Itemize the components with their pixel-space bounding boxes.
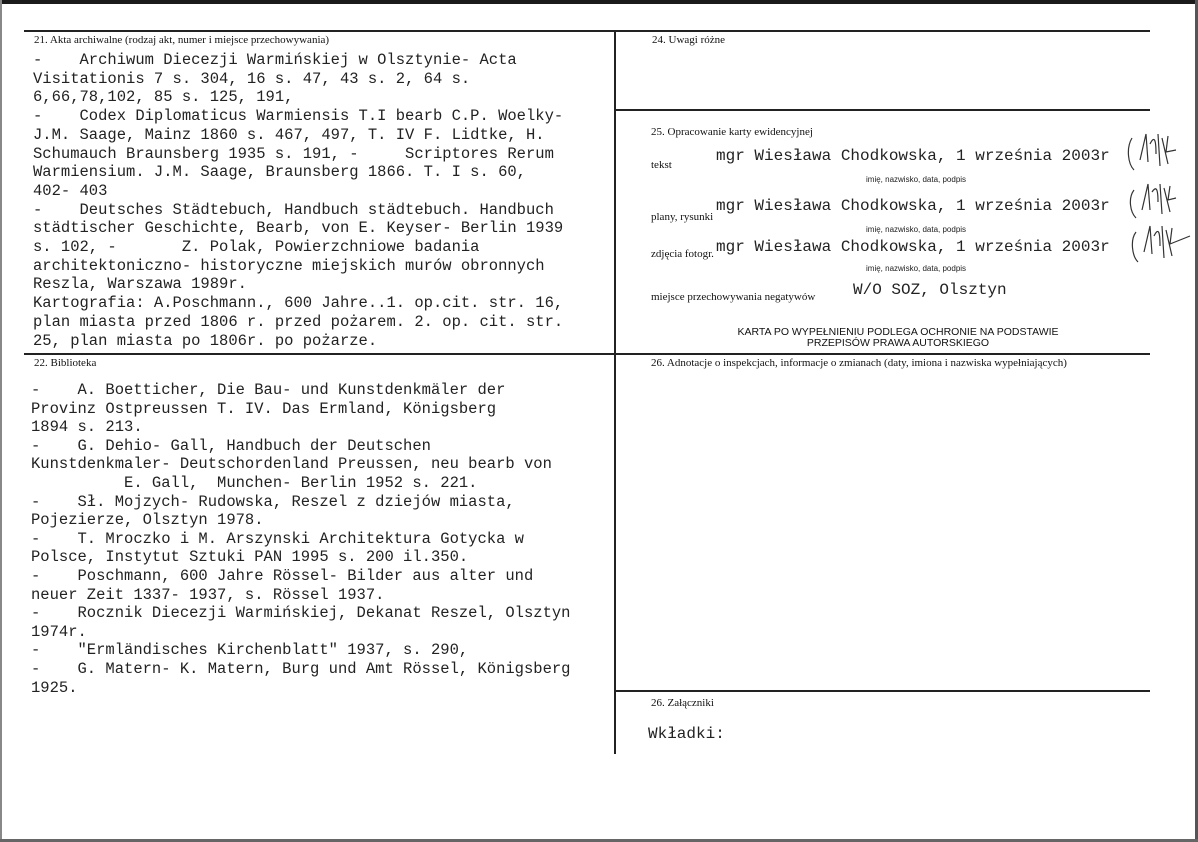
section22-line: - G. Dehio- Gall, Handbuch der Deutschen: [31, 436, 431, 455]
rule-24-25: [616, 109, 1150, 111]
section21-line: J.M. Saage, Mainz 1860 s. 467, 497, T. IV F. Lidtke, H.: [33, 125, 545, 144]
middle-rule: [24, 353, 1150, 355]
section-24-heading: 24. Uwagi różne: [652, 34, 726, 46]
section22-line: 1925.: [31, 678, 78, 697]
notice-line-1: KARTA PO WYPEŁNIENIU PODLEGA OCHRONIE NA PODSTAWIE: [737, 326, 1059, 338]
rule-26-annex: [616, 690, 1150, 692]
negatives-value: W/O SOZ, Olsztyn: [853, 281, 1007, 299]
section22-line: Pojezierze, Olsztyn 1978.: [31, 511, 264, 530]
signature-2: [1126, 180, 1178, 224]
row-label-zdjecia: zdjęcia fotogr.: [651, 248, 714, 260]
negatives-label: miejsce przechowywania negatywów: [651, 291, 816, 303]
section-25-heading: 25. Opracowanie karty ewidencyjnej: [651, 126, 813, 138]
section21-line: Visitationis 7 s. 304, 16 s. 47, 43 s. 2, 64 s.: [33, 69, 471, 88]
section22-line: - "Ermländisches Kirchenblatt" 1937, s. 290,: [31, 641, 469, 660]
section22-line: - Poschmann, 600 Jahre Rössel- Bilder aus alter und: [31, 567, 534, 585]
section21-line: Kartografia: A.Poschmann., 600 Jahre..1. op.cit. str. 16,: [33, 294, 564, 313]
section21-line: 25, plan miasta po 1806r. po pożarze.: [33, 331, 378, 350]
section-26-attachments-heading: 26. Załączniki: [651, 697, 714, 709]
row-caption-zdjecia: imię, nazwisko, data, podpis: [866, 264, 967, 273]
row-label-plany: plany, rysunki: [651, 211, 714, 223]
row-value-plany: mgr Wiesława Chodkowska, 1 września 2003r: [716, 197, 1110, 215]
section22-line: 1894 s. 213.: [31, 418, 143, 437]
section21-line: Reszla, Warszawa 1989r.: [33, 275, 247, 294]
row-value-tekst: mgr Wiesława Chodkowska, 1 września 2003r: [716, 147, 1110, 165]
row-label-tekst: tekst: [651, 159, 672, 171]
row-caption-plany: imię, nazwisko, data, podpis: [866, 225, 967, 234]
scan-edge-left: [0, 0, 2, 842]
attachments-value: Wkładki:: [648, 725, 725, 743]
section21-line: plan miasta przed 1806 r. przed pożarem. 2. op. cit. str.: [33, 312, 564, 331]
section22-line: - Rocznik Diecezji Warmińskiej, Dekanat Reszel, Olsztyn: [31, 604, 571, 623]
signature-3: [1128, 222, 1194, 268]
section22-line: - T. Mroczko i M. Arszynski Architektura Gotycka w: [31, 529, 524, 548]
section22-line: - A. Boetticher, Die Bau- und Kunstdenkmäler der: [31, 381, 506, 399]
section21-line: s. 102, - Z. Polak, Powierzchniowe badania: [33, 238, 480, 256]
center-divider: [614, 30, 616, 754]
section21-line: städtischer Geschichte, Bearb, von E. Keyser- Berlin 1939: [33, 219, 564, 238]
section-21-heading: 21. Akta archiwalne (rodzaj akt, numer i miejsce przechowywania): [34, 34, 330, 46]
section21-line: 402- 403: [33, 181, 108, 200]
top-rule: [24, 30, 1150, 32]
notice-line-2: PRZEPISÓW PRAWA AUTORSKIEGO: [806, 337, 990, 349]
copyright-notice: [658, 327, 1138, 349]
section22-line: neuer Zeit 1337- 1937, s. Rössel 1937.: [31, 585, 385, 604]
section21-line: - Archiwum Diecezji Warmińskiej w Olsztynie- Acta: [33, 51, 517, 69]
section22-line: - Sł. Mojzych- Rudowska, Reszel z dziejów miasta,: [31, 492, 515, 511]
section22-line: E. Gall, Munchen- Berlin 1952 s. 221.: [31, 474, 478, 492]
section21-line: 6,66,78,102, 85 s. 125, 191,: [33, 88, 294, 107]
section22-line: Provinz Ostpreussen T. IV. Das Ermland, Königsberg: [31, 399, 497, 418]
scan-edge-top: [0, 0, 1198, 4]
section22-line: 1974r.: [31, 622, 87, 641]
section22-line: Kunstdenkmaler- Deutschordenland Preussen, neu bearb von: [31, 455, 552, 474]
section-26-annotations-heading: 26. Adnotacje o inspekcjach, informacje o zmianach (daty, imiona i nazwiska wypełniających): [651, 357, 1067, 369]
row-value-zdjecia: mgr Wiesława Chodkowska, 1 września 2003r: [716, 238, 1110, 256]
section22-line: Polsce, Instytut Sztuki PAN 1995 s. 200 il.350.: [31, 548, 469, 567]
section21-line: - Codex Diplomaticus Warmiensis T.I bearb C.P. Woelky-: [33, 107, 564, 126]
row-caption-tekst: imię, nazwisko, data, podpis: [866, 175, 967, 184]
section21-line: Schumauch Braunsberg 1935 s. 191, - Scriptores Rerum: [33, 144, 554, 163]
section-22-heading: 22. Biblioteka: [34, 357, 97, 369]
section22-line: - G. Matern- K. Matern, Burg und Amt Rössel, Königsberg: [31, 660, 571, 678]
section21-line: Warmiensium. J.M. Saage, Braunsberg 1866. T. I s. 60,: [33, 163, 526, 182]
section21-line: architektoniczno- historyczne miejskich murów obronnych: [33, 256, 545, 275]
signature-1: [1124, 130, 1180, 176]
section21-line: - Deutsches Städtebuch, Handbuch städtebuch. Handbuch: [33, 200, 554, 219]
